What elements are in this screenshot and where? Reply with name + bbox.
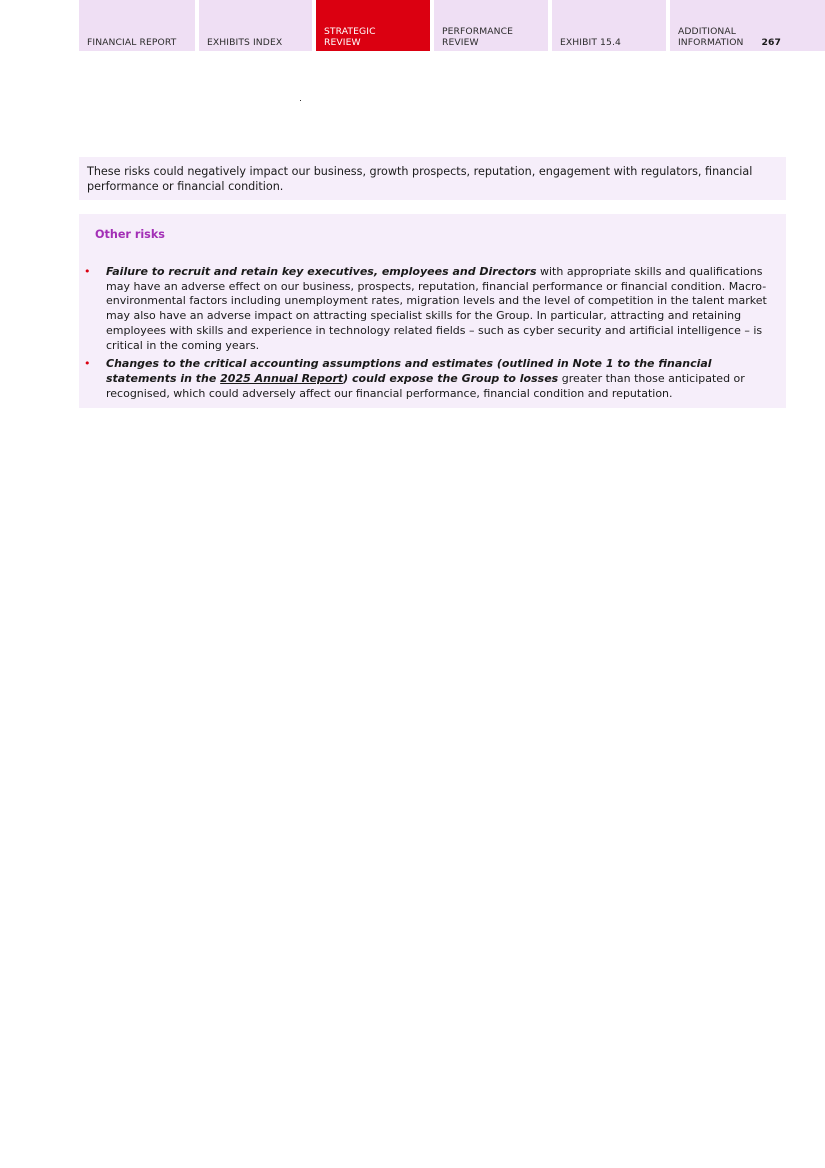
tab-label: EXHIBIT 15.4 (560, 37, 621, 48)
tab-label-line1: PERFORMANCE (442, 26, 514, 37)
other-risks-heading: Other risks (95, 228, 165, 241)
tab-financial-report[interactable] (79, 0, 195, 51)
tab-label-line1: STRATEGIC (324, 26, 376, 37)
risk-lead: Failure to recruit and retain key executives, employees and Directors (106, 265, 537, 278)
stray-dot (300, 100, 301, 101)
intro-box (79, 157, 786, 200)
tab-label: FINANCIAL REPORT (87, 37, 177, 48)
tab-exhibit-15-4[interactable] (552, 0, 666, 51)
bullet-icon: • (84, 357, 91, 371)
section-nav (79, 0, 825, 51)
risk-lead-cont: ) could expose the Group to losses (343, 371, 559, 385)
tab-performance-review[interactable] (434, 0, 548, 51)
annual-report-link[interactable]: 2025 Annual Report (220, 371, 344, 385)
risk-body: greater than those anticipated or recognised, which could adversely affect our financial performance, financial condition and reputation. (106, 371, 745, 400)
tab-additional-information[interactable] (670, 0, 825, 51)
other-risks-box (79, 214, 786, 408)
tab-label-line2: REVIEW (324, 37, 361, 48)
risk-lead: Changes to the critical accounting assumptions and estimates (outlined in Note 1 to the financial statements in the (106, 357, 712, 385)
tab-exhibits-index[interactable] (199, 0, 312, 51)
bullet-icon: • (84, 265, 91, 278)
list-item (84, 265, 776, 353)
page-number: 267 (761, 37, 781, 48)
tab-label-line2: INFORMATION (678, 37, 744, 48)
tab-label: EXHIBITS INDEX (207, 37, 283, 48)
list-item (84, 357, 776, 401)
tab-label-line2: REVIEW (442, 37, 479, 48)
tab-label-row (678, 37, 817, 48)
intro-text: These risks could negatively impact our business, growth prospects, reputation, engagement with regulators, financial performance or financial condition. (87, 165, 753, 193)
risk-list (84, 265, 776, 401)
tab-strategic-review[interactable] (316, 0, 430, 51)
risk-body: with appropriate skills and qualifications may have an adverse effect on our business, prospects, reputation, financial performance or financial condition. Macro-environmental factors including unemployment rates, migration levels and the level of competition in the talent market may also have an adverse impact on attracting specialist skills for the Group. In particular, attracting and retaining employees with skills and experience in technology related fields – such as cyber security and artificial intelligence – is critical in the coming years. (106, 265, 767, 352)
tab-label-line1: ADDITIONAL (678, 26, 736, 37)
